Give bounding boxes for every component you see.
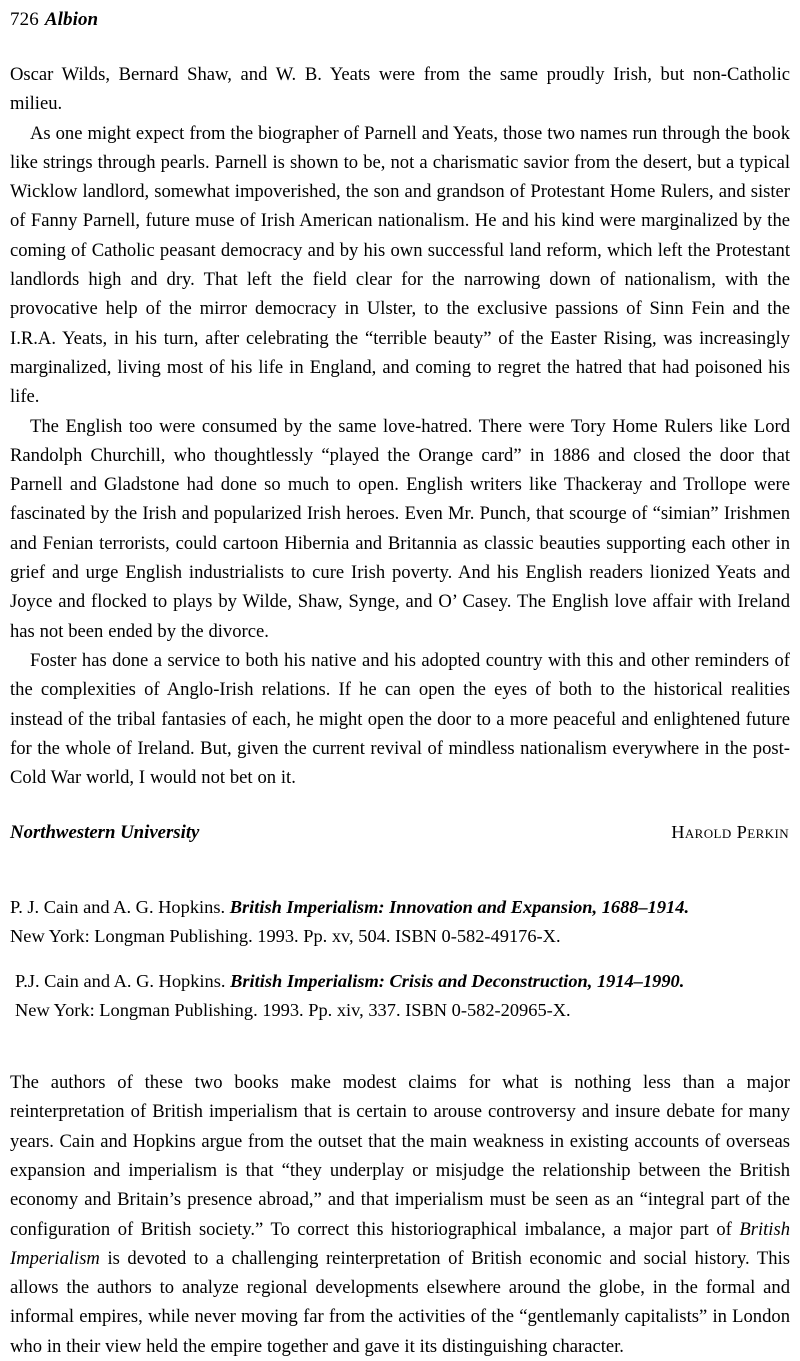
page-folio: 726 — [10, 9, 39, 30]
text-run: As one might expect from the biographer of Parnell and Yeats, those two names run through the book like strings through pearls. Parnell is shown to be, not a charismatic savior from the desert, but a typical Wicklow landlord, somewhat impoverished, the son and grandson of Protestant Home Rulers, and sister of Fanny Parnell, future muse of Irish American nationalism. He and his kind were marginalized by the coming of Catholic peasant democracy and by his own successful land reform, which left the Protestant landlords high and dry. That left the field clear for the narrowing down of nationalism, with the provocative help of the mirror democracy in Ulster, to the exclusive passions of Sinn Fein and the I.R.A. Yeats, in his turn, after celebrating the “terrible beauty” of the Easter Rising, was increasingly marginalized, living most of his life in England, and coming to regret the hatred that had poisoned his life. — [10, 122, 790, 408]
reviewer-affiliation: Northwestern University — [10, 822, 200, 844]
citation-authors: P.J. Cain and A. G. Hopkins. — [15, 971, 231, 992]
journal-title: Albion — [44, 9, 99, 30]
text-run: Oscar Wilds, Bernard Shaw, and W. B. Yeats were from the same proudly Irish, but non-Catholic milieu. — [10, 64, 790, 115]
review-one-paragraphs — [10, 60, 790, 792]
text-run: The English too were consumed by the same love-hatred. There were Tory Home Rulers like Lord Randolph Churchill, who thoughtlessly “played the Orange card” in 1886 and closed the door that Parnell and Gladstone had done so much to open. English writers like Thackeray and Trollope were fascinated by the Irish and popularized Irish heroes. Even Mr. Punch, that scourge of “simian” Irishmen and Fenian terrorists, could cartoon Hibernia and Britannia as classic beauties supporting each other in grief and urge English industrialists to cure Irish poverty. And his English readers lionized Yeats and Joyce and flocked to plays by Wilde, Shaw, Synge, and O’ Casey. The English love affair with Ireland has not been ended by the divorce. — [10, 415, 790, 642]
citation-imprint: New York: Longman Publishing. 1993. Pp. xv, 504. ISBN 0-582-49176-X. — [10, 925, 561, 946]
review-paragraph — [10, 646, 790, 792]
text-run: Foster has done a service to both his native and his adopted country with this and other reminders of the complexities of Anglo-Irish relations. If he can open the eyes of both to the historical realities instead of the tribal fantasies of each, he might open the door to a more peaceful and enlightened future for the whole of Ireland. But, given the current revival of mindless nationalism everywhere in the post-Cold War world, I would not bet on it. — [10, 649, 790, 789]
reviewer-name: Harold Perkin — [671, 822, 789, 843]
italic-title: British Imperialism — [10, 1218, 790, 1269]
text-run: The authors of these two books make modest claims for what is nothing less than a major reinterpretation of British imperialism that is certain to arouse controversy and insure debate for many years. Cain and Hopkins argue from the outset that the main weakness in existing accounts of overseas expansion and imperialism is that “they underplay or misjudge the relationship between the British economy and Britain’s presence abroad,” and that imperialism must be seen as an “integral part of the configuration of British society.” To correct this historiographical imbalance, a major part of — [10, 1072, 790, 1240]
citation-authors: P. J. Cain and A. G. Hopkins. — [10, 897, 230, 918]
book-review-one — [10, 60, 790, 847]
citation-imprint: New York: Longman Publishing. 1993. Pp. xiv, 337. ISBN 0-582-20965-X. — [15, 999, 571, 1020]
text-run: is devoted to a challenging reinterpretation of British economic and social history. This allows the authors to analyze regional developments elsewhere around the globe, in the formal and informal empires, while never moving far from the activities of the “gentlemanly capitalists” in London who in their view held the empire together and gave it its distinguishing character. — [10, 1247, 790, 1357]
page-content — [10, 8, 790, 1361]
book-citation — [10, 967, 790, 1024]
review-paragraph — [10, 60, 790, 119]
citation-title: British Imperialism: Crisis and Deconstruction, 1914–1990. — [230, 971, 685, 992]
book-citation — [10, 893, 790, 950]
review-paragraph — [10, 119, 790, 412]
running-head — [10, 8, 790, 32]
book-review-two — [10, 1068, 790, 1361]
review-paragraph — [10, 412, 790, 646]
review-signature — [10, 818, 790, 847]
review-two-paragraph — [10, 1068, 790, 1361]
citation-title: British Imperialism: Innovation and Expansion, 1688–1914. — [229, 897, 690, 918]
book-citations — [10, 893, 790, 1024]
